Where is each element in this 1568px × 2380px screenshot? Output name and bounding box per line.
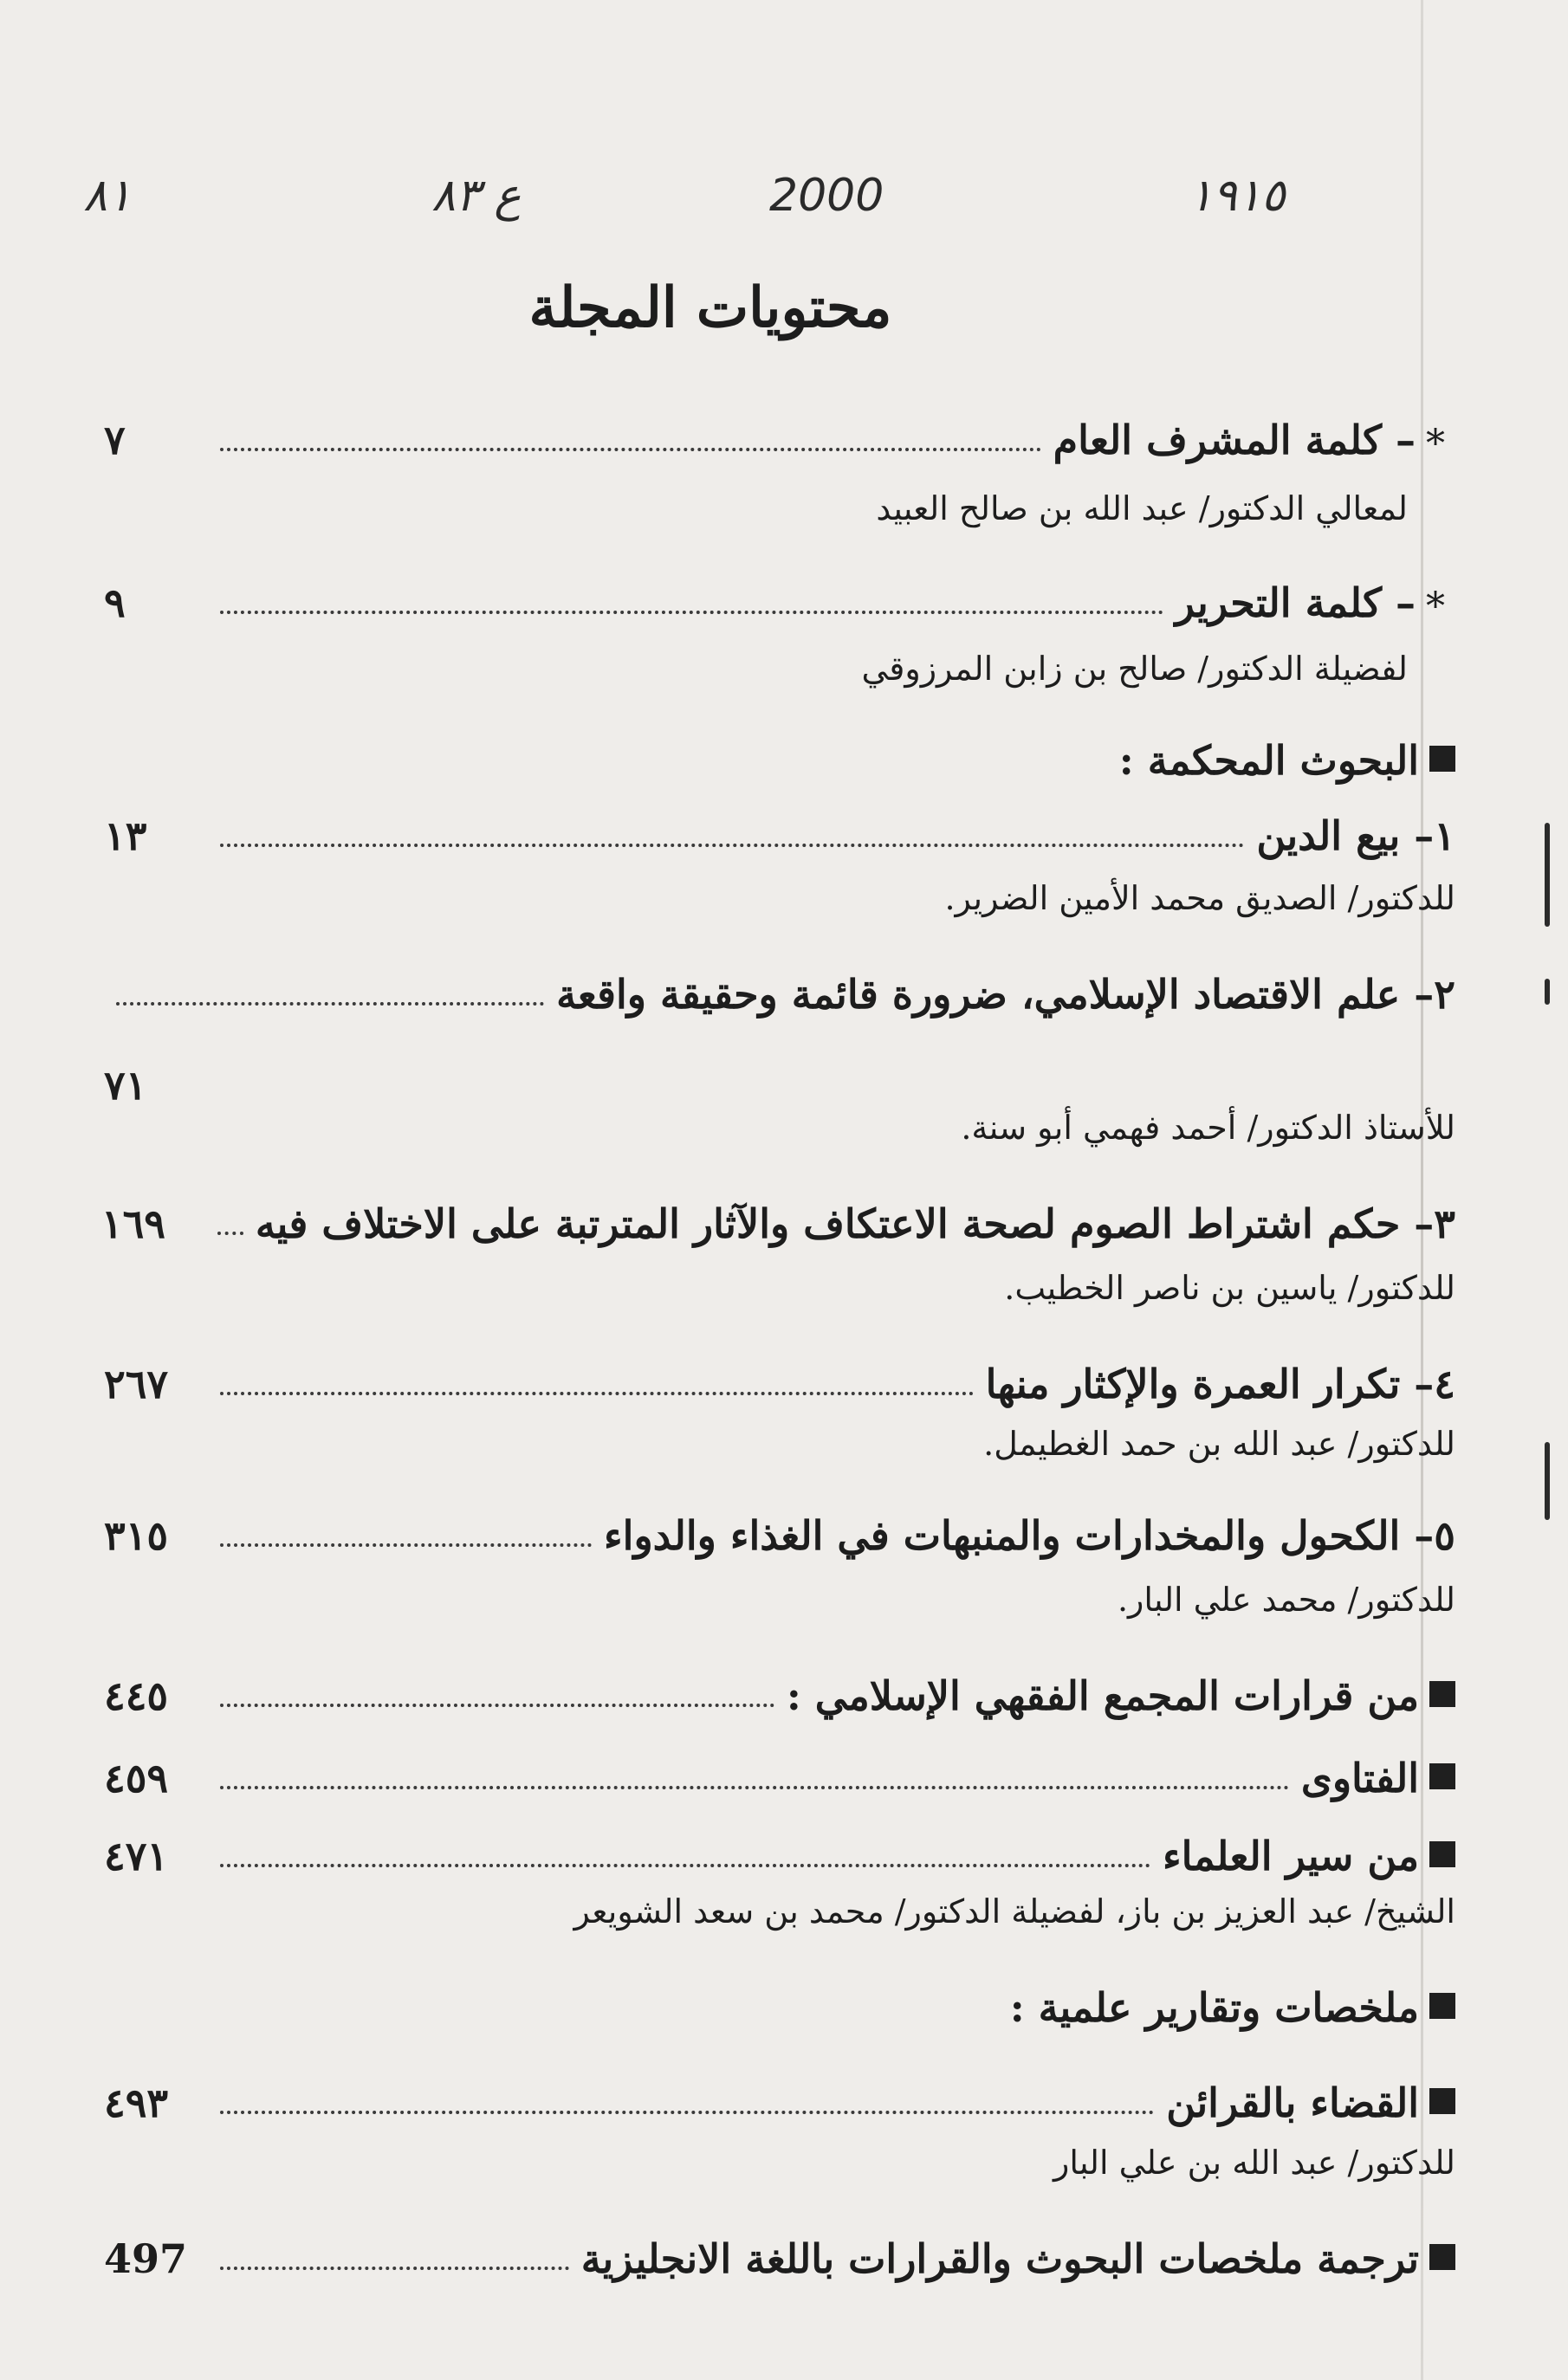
square-bullet-icon	[1429, 1681, 1455, 1707]
entry-title: ترجمة ملخصات البحوث والقرارات باللغة الانجليزية	[580, 2235, 1419, 2282]
section-title: ملخصات وتقارير علمية :	[1009, 1984, 1419, 2031]
handwritten-note: ١٩١٥	[1189, 170, 1286, 222]
entry-author: الشيخ/ عبد العزيز بن باز، لفضيلة الدكتور/ محمد بن سعد الشويعر	[573, 1892, 1455, 1931]
dot-leader	[220, 1864, 1150, 1867]
square-bullet-icon	[1429, 1841, 1455, 1867]
entry-author: للدكتور/ عبد الله بن علي البار	[1053, 2144, 1455, 2182]
entry-page: ٣١٥	[104, 1512, 169, 1559]
entry-title: من قرارات المجمع الفقهي الإسلامي :	[786, 1672, 1419, 1719]
dot-leader	[220, 1392, 974, 1395]
dot-leader	[220, 1704, 774, 1707]
section-title: البحوث المحكمة :	[1118, 737, 1419, 784]
entry-title: الفتاوى	[1300, 1755, 1419, 1801]
entry-title: ٥– الكحول والمخدارات والمنبهات في الغذاء والدواء	[604, 1512, 1455, 1559]
toc-section	[104, 1962, 1455, 2031]
entry-page: 497	[104, 2235, 188, 2282]
entry-page: ٧١	[104, 1062, 147, 1109]
handwritten-note: ٨١	[83, 170, 132, 222]
toc-entry	[104, 1732, 1455, 1801]
toc-entry	[104, 557, 1455, 629]
scan-edge-mark	[1545, 1442, 1550, 1520]
entry-author: لمعالي الدكتور/ عبد الله بن صالح العبيد	[876, 489, 1408, 527]
entry-author: للدكتور/ محمد علي البار.	[1117, 1581, 1455, 1619]
dot-leader	[220, 611, 1163, 614]
toc-entry	[104, 1490, 1455, 1559]
entry-title: ٤– تكرار العمرة والإكثار منها	[985, 1361, 1455, 1407]
entry-author: للدكتور/ عبد الله بن حمد الغطيمل.	[983, 1425, 1455, 1463]
square-bullet-icon	[1429, 1763, 1455, 1789]
entry-page: ٤٧١	[104, 1833, 169, 1879]
asterisk-icon: *	[1426, 585, 1445, 629]
toc-entry	[104, 394, 1455, 466]
toc-entry-continuation	[104, 1039, 1455, 1109]
entry-page: ٤٤٥	[104, 1672, 169, 1719]
entry-title: من سير العلماء	[1163, 1833, 1419, 1879]
entry-author: لفضيلة الدكتور/ صالح بن زابن المرزوقي	[861, 650, 1408, 688]
entry-title: ٣– حكم اشتراط الصوم لصحة الاعتكاف والآثار المترتبة على الاختلاف فيه	[255, 1200, 1455, 1247]
entry-page: ١٣	[104, 812, 147, 859]
toc-entry	[104, 1810, 1455, 1879]
dot-leader	[220, 2111, 1154, 2114]
entry-title: ٢– علم الاقتصاد الإسلامي، ضرورة قائمة وحقيقة واقعة	[556, 971, 1455, 1018]
dot-leader	[220, 844, 1244, 847]
table-of-contents	[100, 0, 1455, 2380]
square-bullet-icon	[1429, 2088, 1455, 2114]
dot-leader	[220, 1786, 1289, 1789]
entry-author: للدكتور/ ياسين بن ناصر الخطيب.	[1004, 1269, 1455, 1307]
toc-entry	[104, 1650, 1455, 1719]
entry-title: – كلمة التحرير	[1175, 579, 1416, 626]
dot-leader	[220, 2267, 569, 2270]
dot-leader	[220, 1543, 592, 1547]
entry-title: ١– بيع الدين	[1256, 812, 1455, 859]
dot-leader	[116, 1002, 544, 1006]
toc-entry	[100, 1178, 1455, 1247]
square-bullet-icon	[1429, 746, 1455, 772]
page-title: محتويات المجلة	[528, 275, 892, 340]
toc-entry	[104, 790, 1455, 859]
entry-author: للدكتور/ الصديق محمد الأمين الضرير.	[944, 879, 1455, 917]
entry-page: ٧	[104, 417, 126, 463]
scan-edge-mark	[1545, 979, 1550, 1005]
scan-edge-mark	[1545, 823, 1550, 927]
toc-entry	[104, 2213, 1455, 2282]
handwritten-note: 2000	[769, 170, 884, 222]
entry-title: – كلمة المشرف العام	[1053, 417, 1416, 463]
toc-section	[104, 715, 1455, 784]
entry-page: ٤٩٣	[104, 2079, 169, 2126]
dot-leader	[220, 448, 1041, 451]
entry-author: للأستاذ الدكتور/ أحمد فهمي أبو سنة.	[961, 1109, 1455, 1147]
entry-page: ٩	[104, 579, 126, 626]
entry-page: ١٦٩	[100, 1200, 165, 1247]
entry-page: ٤٥٩	[104, 1755, 169, 1801]
toc-entry	[104, 948, 1455, 1018]
asterisk-icon: *	[1426, 422, 1445, 466]
square-bullet-icon	[1429, 2244, 1455, 2270]
toc-entry	[104, 1338, 1455, 1407]
handwritten-note: ع ٨٣	[431, 170, 522, 222]
square-bullet-icon	[1429, 1993, 1455, 2019]
entry-page: ٢٦٧	[104, 1361, 169, 1407]
dot-leader	[220, 1093, 1443, 1096]
toc-entry	[104, 2057, 1455, 2126]
dot-leader	[217, 1232, 243, 1235]
entry-title: القضاء بالقرائن	[1166, 2079, 1419, 2126]
